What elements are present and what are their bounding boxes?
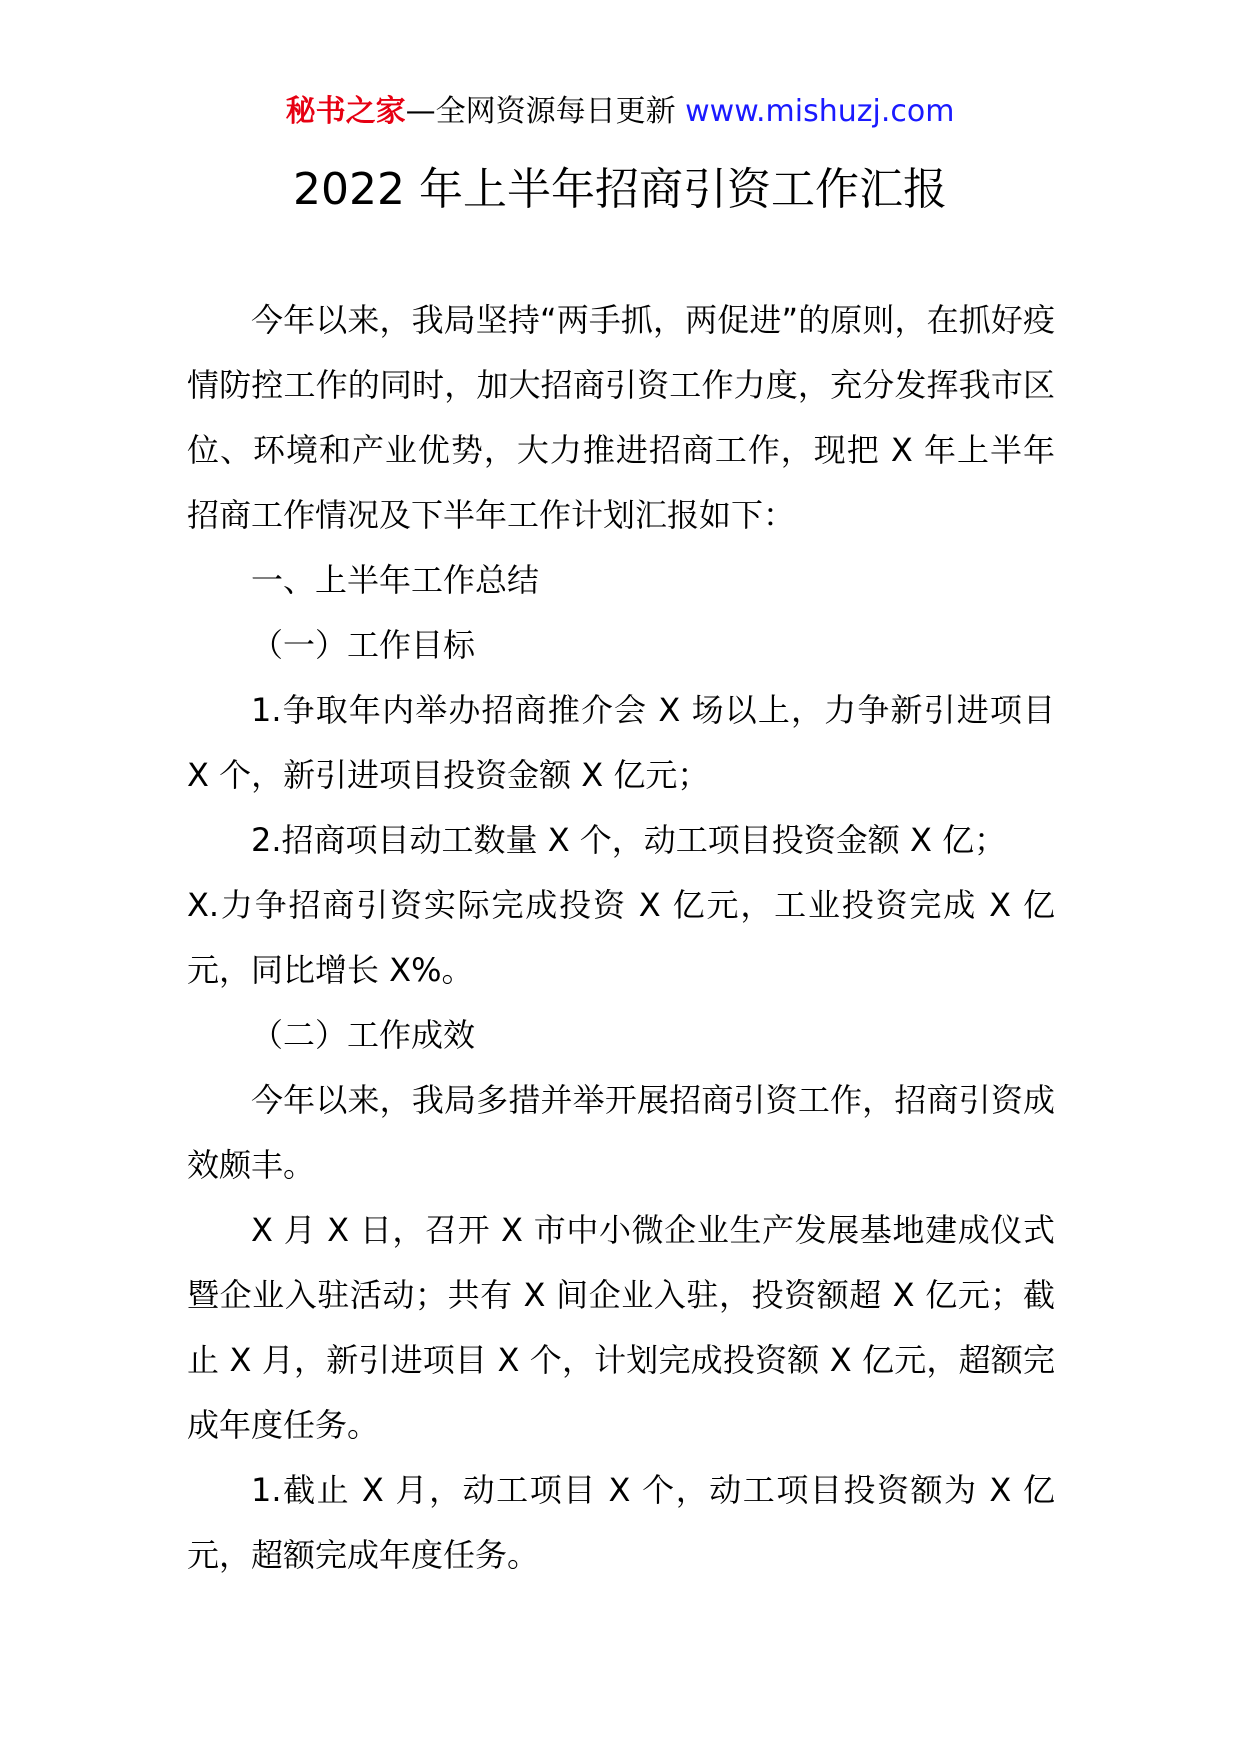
goal-item-1: 1.争取年内举办招商推介会 X 场以上，力争新引进项目 X 个，新引进项目投资金额 X 亿元； [187,691,1055,794]
results-item-1: 1.截止 X 月，动工项目 X 个，动工项目投资额为 X 亿元，超额完成年度任务。 [187,1471,1055,1574]
subsection-heading-results: （二）工作成效 [251,1016,476,1054]
results-detail-paragraph: X 月 X 日，召开 X 市中小微企业生产发展基地建成仪式暨企业入驻活动；共有 X 间企业入驻，投资额超 X 亿元；截止 X 月，新引进项目 X 个，计划完成投资额 X 亿元，超额完成年度任务。 [187,1211,1055,1444]
goal-item-2: 2.招商项目动工数量 X 个，动工项目投资金额 X 亿； [251,821,1007,859]
header-slogan: —全网资源每日更新 [405,94,676,129]
document-body [187,288,1055,1588]
intro-paragraph: 今年以来，我局坚持“两手抓，两促进”的原则，在抓好疫情防控工作的同时，加大招商引资工作力度，充分发挥我市区位、环境和产业优势，大力推进招商工作，现把 X 年上半年招商工作情况及下半年工作计划汇报如下： [187,301,1055,534]
subsection-heading-goals: （一）工作目标 [251,626,476,664]
document-title: 2022 年上半年招商引资工作汇报 [293,164,947,215]
section-heading-summary: 一、上半年工作总结 [251,561,540,599]
brand-name: 秘书之家 [285,94,406,129]
results-intro-paragraph: 今年以来，我局多措并举开展招商引资工作，招商引资成效颇丰。 [187,1081,1055,1184]
site-header [0,92,1240,132]
goal-item-3: X.力争招商引资实际完成投资 X 亿元，工业投资完成 X 亿元，同比增长 X%。 [187,886,1055,989]
site-url-link[interactable]: www.mishuzj.com [685,94,955,129]
